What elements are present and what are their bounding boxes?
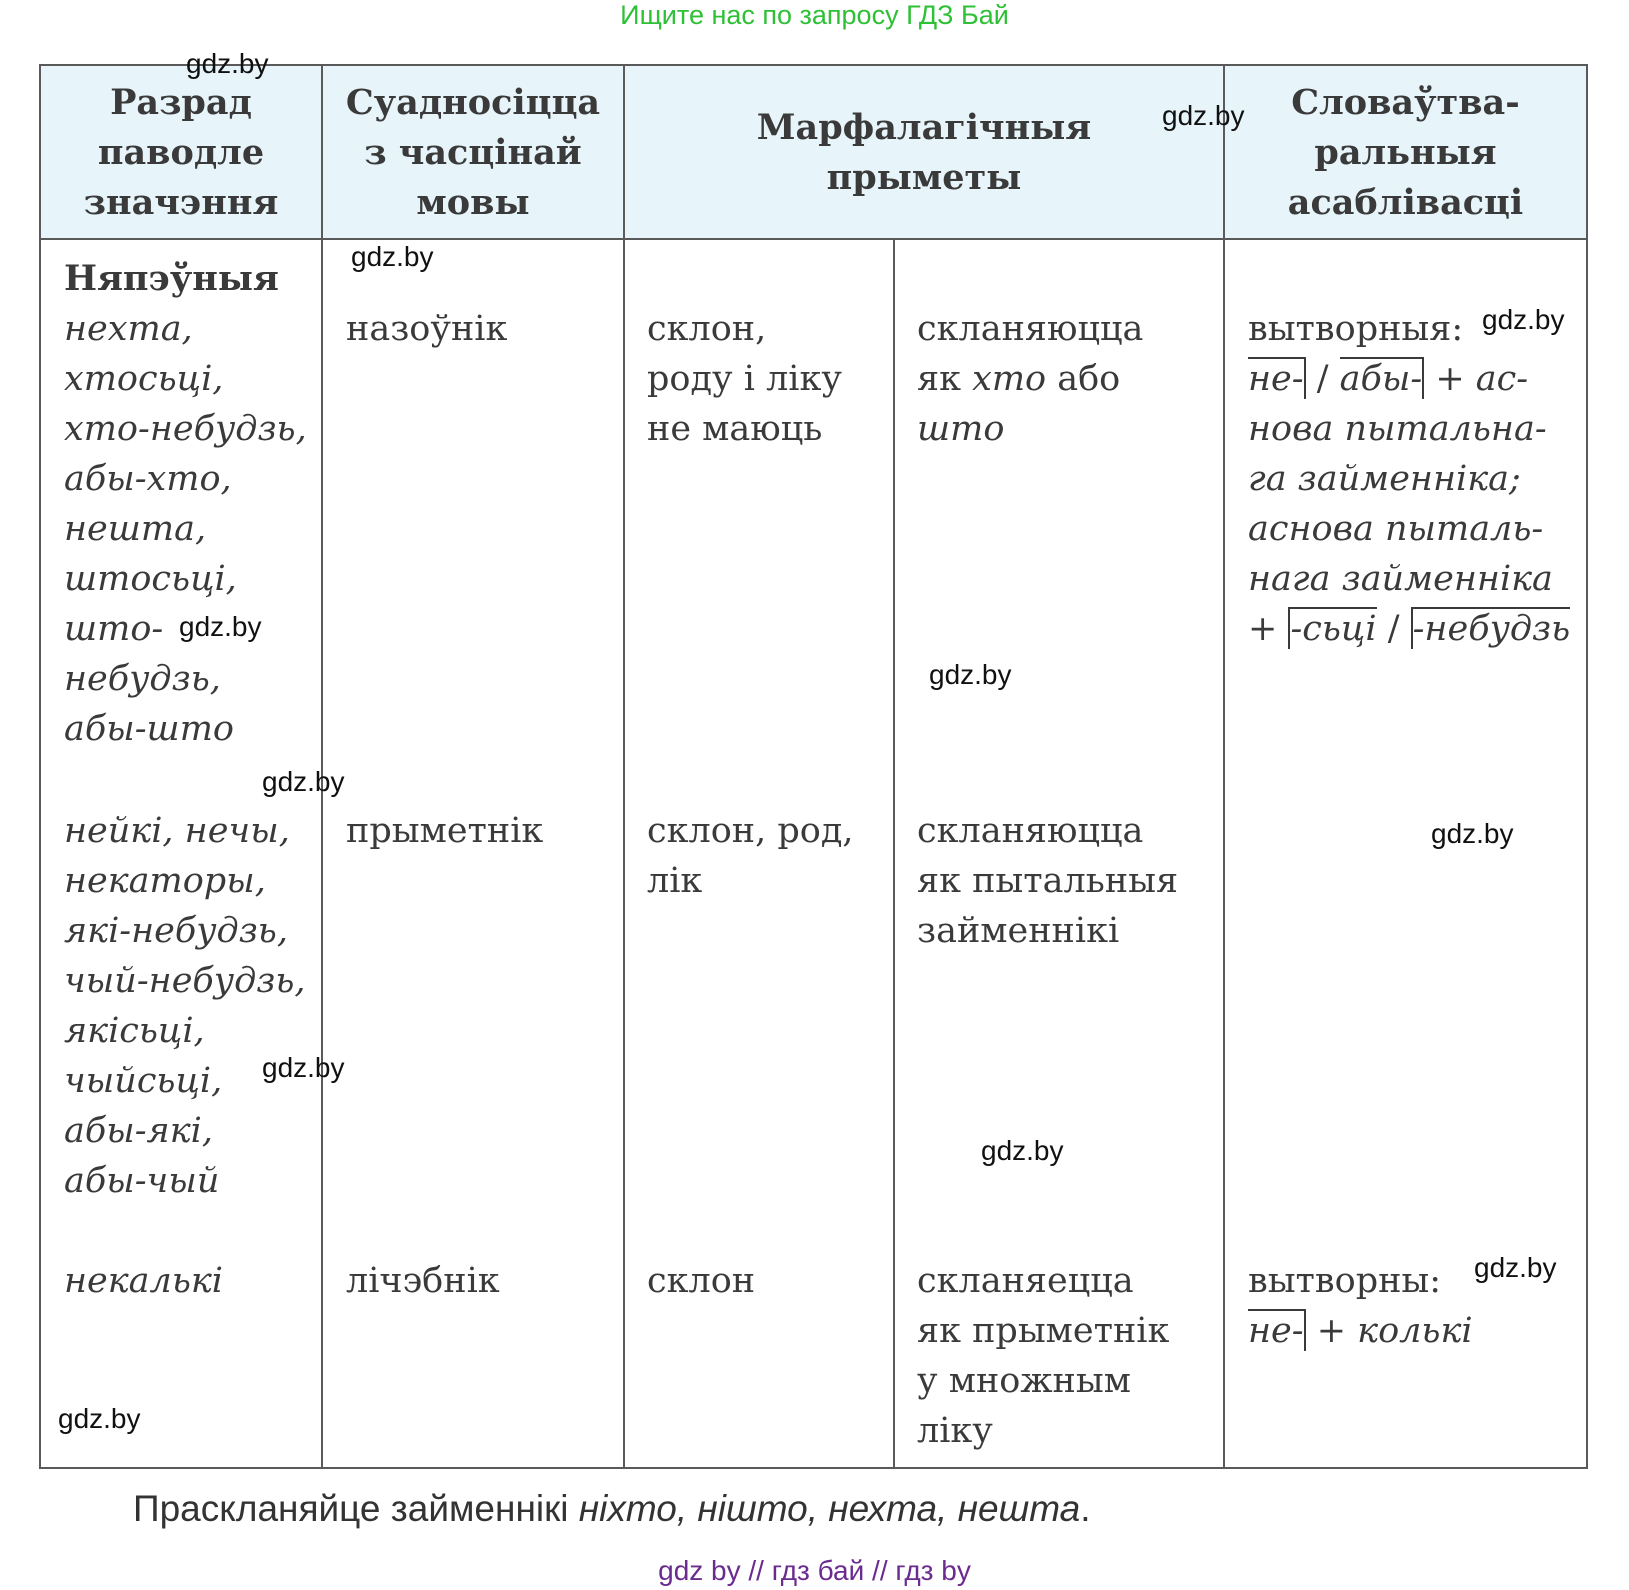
- declension-line: як прыметнік: [917, 1311, 1170, 1351]
- watermark: gdz.by: [1482, 304, 1565, 335]
- row1-part-of-speech: [346, 304, 507, 354]
- watermark: gdz.by: [929, 659, 1012, 690]
- header-category-line: паводле: [97, 132, 265, 173]
- top-banner: Ищите нас по запросу ГДЗ Бай: [620, 0, 1009, 30]
- row3-declension: [917, 1256, 1169, 1456]
- watermark: gdz.by: [1162, 100, 1245, 131]
- declension-example: хто: [972, 359, 1047, 399]
- declension-example: што: [917, 409, 1005, 449]
- formation-line: [1248, 1306, 1473, 1356]
- declension-line: займеннікі: [917, 911, 1120, 951]
- declension-line: як пытальныя: [917, 861, 1179, 901]
- task-words: ніхто, нішто, нехта, нешта: [578, 1488, 1081, 1529]
- header-morph-line: Марфалагічныя: [756, 107, 1092, 148]
- header-word-formation: [1225, 66, 1586, 240]
- pronoun-word: нейкі, нечы,: [64, 811, 290, 851]
- pronoun-word: нешта,: [64, 509, 207, 549]
- declension-line: скланяюцца: [917, 309, 1144, 349]
- formation-line: га займенніка;: [1248, 459, 1521, 499]
- row2-declension: [917, 806, 1178, 956]
- morph-line: склон, род,: [647, 811, 854, 851]
- watermark: gdz.by: [1431, 818, 1514, 849]
- pronoun-word: які-небудзь,: [64, 911, 288, 951]
- header-morph-line: прыметы: [826, 157, 1022, 198]
- declension-line: [917, 354, 1143, 404]
- declension-line: скланяюцца: [917, 811, 1144, 851]
- pronoun-word: нехта,: [64, 309, 193, 349]
- row1-word-formation: [1248, 304, 1570, 654]
- column-divider-2: [623, 64, 625, 1469]
- watermark: gdz.by: [981, 1135, 1064, 1166]
- task-end: .: [1080, 1488, 1091, 1529]
- footer-links: gdz by // гдз бай // гдз by: [658, 1555, 971, 1586]
- header-form-line: Словаўтва-: [1291, 82, 1520, 123]
- pronoun-word: абы-які,: [64, 1111, 213, 1151]
- column-divider-4: [1223, 64, 1225, 1469]
- formation-text: + ас-: [1424, 359, 1529, 399]
- pronoun-word: абы-хто,: [64, 459, 232, 499]
- row1-morph-features: [647, 304, 842, 454]
- pronoun-word: абы-што: [64, 709, 234, 749]
- pronoun-word: штосьці,: [64, 559, 237, 599]
- formation-line: [1248, 604, 1570, 654]
- separator: /: [1305, 359, 1340, 399]
- morph-line: склон: [647, 1261, 756, 1301]
- task-sentence: [133, 1488, 1091, 1530]
- group-label: Няпэўныя: [64, 258, 279, 299]
- row2-part-of-speech: [346, 806, 543, 856]
- watermark: gdz.by: [58, 1403, 141, 1434]
- suffix-mark: -небудзь: [1412, 609, 1571, 649]
- part-of-speech: прыметнік: [346, 811, 544, 851]
- row3-morph-features: [647, 1256, 755, 1306]
- pronoun-word: якісьці,: [64, 1011, 205, 1051]
- pronoun-word: хто-небудзь,: [64, 409, 307, 449]
- row3-words: [64, 1256, 223, 1306]
- separator: /: [1376, 609, 1411, 649]
- formation-line: нага займенніка: [1248, 559, 1553, 599]
- header-part-line: Суадносіцца: [345, 82, 601, 123]
- row1-words: [64, 254, 307, 754]
- header-category-line: значэння: [83, 182, 279, 223]
- declension-line: ліку: [917, 1411, 993, 1451]
- pronoun-word: чыйсьці,: [64, 1061, 223, 1101]
- task-text: Праскланяйце займеннікі: [133, 1488, 579, 1529]
- morph-line: склон,: [647, 309, 767, 349]
- part-of-speech: лічэбнік: [346, 1261, 500, 1301]
- plus-sign: +: [1248, 609, 1289, 649]
- header-morphology: [625, 66, 1223, 240]
- declension-line: скланяецца: [917, 1261, 1134, 1301]
- pronoun-word: небудзь,: [64, 659, 221, 699]
- part-of-speech: назоўнік: [346, 309, 508, 349]
- pronoun-word: некаторы,: [64, 861, 266, 901]
- formation-line: вытворны:: [1248, 1261, 1442, 1301]
- row2-words: [64, 806, 306, 1206]
- prefix-mark: не-: [1248, 359, 1304, 399]
- header-part-line: з часцінай: [364, 132, 582, 173]
- pronoun-word: што-: [64, 609, 164, 649]
- declension-text: як: [917, 359, 973, 399]
- morph-line: не маюць: [647, 409, 823, 449]
- watermark: gdz.by: [262, 1052, 345, 1083]
- formation-line: вытворныя:: [1248, 309, 1464, 349]
- row2-morph-features: [647, 806, 854, 906]
- morph-line: лік: [647, 861, 703, 901]
- pronoun-word: абы-чый: [64, 1161, 220, 1201]
- header-form-line: асаблівасці: [1287, 182, 1524, 223]
- formation-text: + колькі: [1305, 1311, 1473, 1351]
- header-category: [41, 66, 321, 240]
- header-part-of-speech: [323, 66, 623, 240]
- header-category-line: Разрад: [110, 82, 252, 123]
- header-form-line: ральныя: [1314, 132, 1497, 173]
- watermark: gdz.by: [179, 611, 262, 642]
- watermark: gdz.by: [351, 241, 434, 272]
- pronoun-word: хтосьці,: [64, 359, 224, 399]
- formation-line: аснова пыталь-: [1248, 509, 1544, 549]
- row1-declension: [917, 304, 1143, 454]
- row3-part-of-speech: [346, 1256, 500, 1306]
- prefix-mark: абы-: [1339, 359, 1423, 399]
- formation-line: нова пытальна-: [1248, 409, 1547, 449]
- watermark: gdz.by: [262, 766, 345, 797]
- watermark: gdz.by: [1474, 1252, 1557, 1283]
- suffix-mark: -сьці: [1290, 609, 1377, 649]
- morph-line: роду і ліку: [647, 359, 842, 399]
- prefix-mark: не-: [1248, 1311, 1304, 1351]
- declension-line: у множным: [917, 1361, 1131, 1401]
- column-divider-3: [893, 238, 895, 1469]
- header-part-line: мовы: [416, 182, 530, 223]
- row3-word-formation: [1248, 1256, 1473, 1356]
- formation-line: [1248, 354, 1570, 404]
- watermark: gdz.by: [186, 48, 269, 79]
- declension-text: або: [1046, 359, 1121, 399]
- pronoun-word: некалькі: [64, 1261, 223, 1301]
- pronoun-word: чый-небудзь,: [64, 961, 306, 1001]
